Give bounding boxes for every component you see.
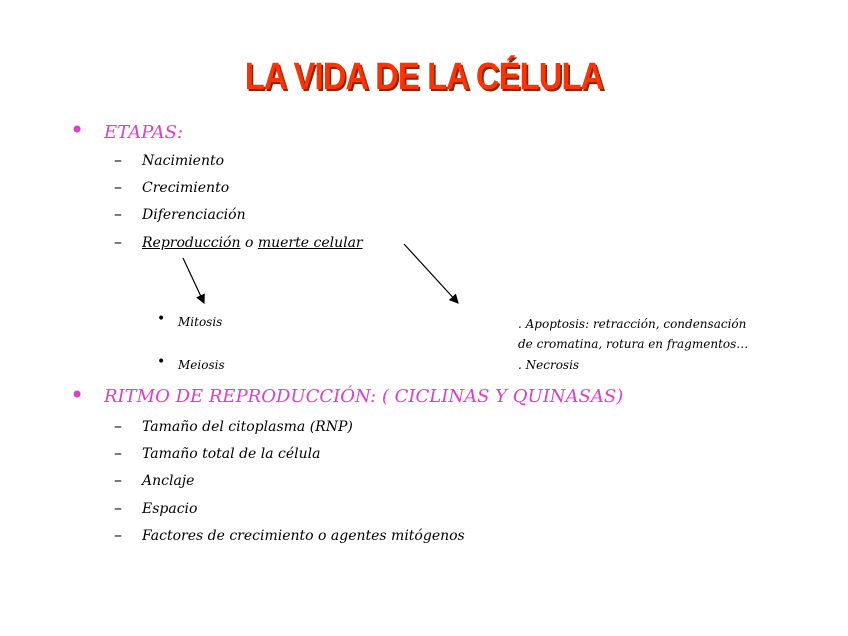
death-type-item: . Apoptosis: retracción, condensación de cromatina, rotura en fragmentos… — [518, 317, 749, 351]
reproduction-label: Reproducción — [142, 235, 241, 251]
dash-icon: – — [114, 204, 122, 223]
dash-icon: – — [114, 470, 122, 489]
bullet-icon: • — [157, 354, 166, 370]
list-item: Crecimiento — [142, 180, 230, 196]
dash-icon: – — [114, 232, 122, 251]
connector-text: o — [240, 235, 258, 251]
bullet-icon: • — [70, 116, 85, 144]
dash-icon: – — [114, 443, 122, 462]
dash-icon: – — [114, 416, 122, 435]
dash-icon: – — [114, 150, 122, 169]
reproduction-type-item: Mitosis — [178, 315, 223, 329]
list-item: Diferenciación — [142, 207, 246, 223]
arrow-to-reproduction — [183, 258, 204, 303]
bullet-icon: • — [157, 311, 166, 327]
reproduction-type-item: Meiosis — [178, 358, 225, 372]
list-item: Tamaño del citoplasma (RNP) — [142, 419, 353, 435]
cell-death-label: muerte celular — [257, 235, 363, 251]
dash-icon: – — [114, 525, 122, 544]
section-heading-etapas: ETAPAS: — [104, 122, 184, 143]
list-item: Tamaño total de la célula — [142, 446, 321, 462]
bullet-icon: • — [70, 381, 85, 409]
slide-title: LA VIDA DE LA CÉLULA — [244, 56, 604, 98]
section-heading-ritmo: RITMO DE REPRODUCCIÓN: ( CICLINAS Y QUINASAS) — [104, 386, 624, 407]
list-item: Anclaje — [142, 473, 195, 489]
dash-icon: – — [114, 177, 122, 196]
death-type-item: . Necrosis — [518, 358, 580, 372]
list-item: Nacimiento — [142, 153, 225, 169]
dash-icon: – — [114, 498, 122, 517]
list-item: Factores de crecimiento o agentes mitógenos — [142, 528, 465, 544]
list-item: Espacio — [142, 501, 198, 517]
arrow-to-death — [404, 244, 458, 303]
